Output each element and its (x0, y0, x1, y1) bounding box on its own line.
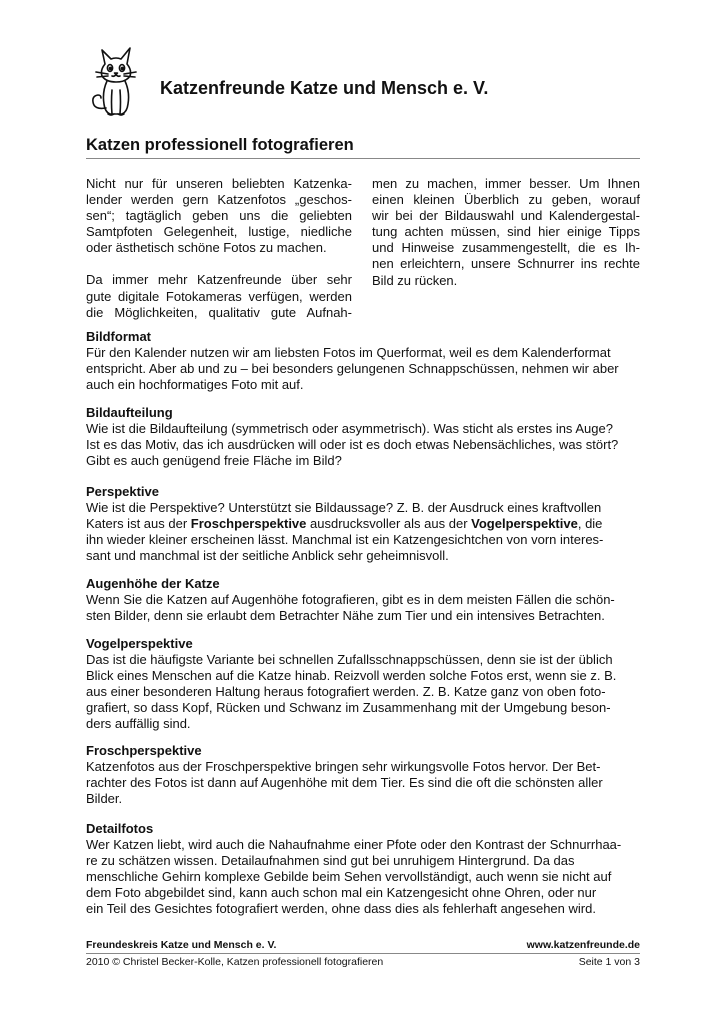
text-line: entspricht. Aber ab und zu – bei besonders gelungenen Schnappschüssen, nehmen wir aber (86, 361, 619, 377)
section-heading: Vogelperspektive (86, 636, 193, 651)
text-line: Bilder. (86, 791, 123, 807)
text-line: Wie ist die Bildaufteilung (symmetrisch oder asymmetrisch). Was sticht als erstes ins Auge? (86, 421, 613, 437)
section-vogelperspektive (86, 636, 646, 733)
section-bildaufteilung (86, 405, 646, 469)
title-divider (86, 158, 640, 159)
section-heading: Augenhöhe der Katze (86, 576, 220, 591)
intro-left-column (86, 176, 352, 321)
text-line: Katzenfotos aus der Froschperspektive bringen sehr wirkungsvolle Fotos hervor. Der Bet- (86, 759, 601, 775)
text-line: ein Teil des Gesichtes fotografiert werden, ohne dass dies als fehlerhaft angesehen wird. (86, 901, 596, 917)
text-line: Gibt es auch genügend freie Fläche im Bild? (86, 453, 342, 469)
text-line: grafiert, so dass Kopf, Rücken und Schwanz im Zusammenhang mit der Umgebung beson- (86, 700, 611, 716)
text-line: ders auffällig sind. (86, 716, 191, 732)
intro-right-column (372, 176, 640, 289)
text-line: wir bei der Bildauswahl und Kalendergestal- (372, 208, 640, 224)
section-froschperspektive (86, 743, 646, 807)
text-line: und Hinweise zusammengestellt, die es Ih- (372, 240, 640, 256)
text-line: auch ein hochformatiges Foto mit auf. (86, 377, 304, 393)
page-number: Seite 1 von 3 (578, 956, 640, 968)
text-line: gute digitale Fotokameras verfügen, werden (86, 288, 352, 304)
intro-paragraph (86, 272, 352, 320)
footer-divider (86, 953, 640, 954)
text-line: aus einer besonderen Haltung heraus fotografiert werden. Z. B. Katze ganz von oben foto- (86, 684, 606, 700)
text-line: Blick eines Menschen auf die Katze hinab. Reizvoll werden solche Fotos erst, wenn sie z. B. (86, 668, 617, 684)
text-line: rachter des Fotos ist dann auf Augenhöhe mit dem Tier. Es sind die oft die schönsten aller (86, 775, 603, 791)
bold-term: Froschperspektive (190, 516, 307, 532)
section-augenhoehe (86, 576, 646, 624)
text-line: tung achten müssen, sind hier einige Tipps (372, 224, 640, 240)
text-line: Wenn Sie die Katzen auf Augenhöhe fotografieren, gibt es in dem meisten Fällen die schön- (86, 592, 615, 608)
footer-organization: Freundeskreis Katze und Mensch e. V. (86, 939, 277, 951)
intro-paragraph (372, 176, 640, 289)
section-perspektive (86, 484, 646, 564)
text-run: , die (577, 516, 603, 532)
text-line: sant und manchmal ist der seitliche Anblick sehr geheimnisvoll. (86, 548, 449, 564)
text-line: Wer Katzen liebt, wird auch die Nahaufnahme einer Pfote oder den Kontrast der Schnurrhaa- (86, 837, 622, 853)
section-heading: Bildaufteilung (86, 405, 173, 420)
text-line: ihn wieder kleiner erscheinen lässt. Manchmal ist ein Katzengesichtchen von vorn interes- (86, 532, 604, 548)
text-line (86, 516, 646, 532)
text-line: sen“; tagtäglich geben uns die geliebten (86, 208, 352, 224)
text-line: Da immer mehr Katzenfreunde über sehr (86, 272, 352, 288)
footer-website: www.katzenfreunde.de (526, 939, 640, 951)
cat-logo-icon (86, 40, 146, 120)
page-title: Katzen professionell fotografieren (86, 136, 354, 154)
text-line: oder ästhetisch schöne Fotos zu machen. (86, 240, 327, 256)
text-line: Wie ist die Perspektive? Unterstützt sie Bildaussage? Z. B. der Ausdruck eines kraftvollen (86, 500, 602, 516)
text-line: men zu machen, immer besser. Um Ihnen (372, 176, 640, 191)
text-line: Ist es das Motiv, das ich ausdrücken will oder ist es doch etwas Nebensächliches, was stört? (86, 437, 619, 453)
text-line: Samtpfoten Gelegenheit, lustige, niedliche (86, 224, 352, 240)
text-line: Für den Kalender nutzen wir am liebsten Fotos im Querformat, weil es dem Kalenderformat (86, 345, 611, 361)
section-heading: Perspektive (86, 484, 159, 499)
section-bildformat (86, 329, 646, 393)
bold-term: Vogelperspektive (471, 516, 578, 532)
section-heading: Bildformat (86, 329, 151, 344)
text-line: Das ist die häufigste Variante bei schnellen Zufallsschnappschüssen, denn sie ist der üblich (86, 652, 613, 668)
text-line: sten Bilder, denn sie erlaubt dem Betrachter Nähe zum Tier und ein intensives Betrachten. (86, 608, 605, 624)
text-line: einen kleinen Überblich zu geben, worauf (372, 192, 640, 208)
text-run: Katers ist aus der (86, 516, 191, 532)
text-line: lender werden gern Katzenfotos „geschos- (86, 192, 352, 208)
text-line: die Möglichkeiten, qualitativ gute Aufnah- (86, 304, 352, 320)
text-line: dem Foto abgebildet sind, kann auch schon mal ein Katzengesicht ohne Ohren, oder nur (86, 885, 597, 901)
text-line: Nicht nur für unseren beliebten Katzenka- (86, 176, 352, 191)
section-detailfotos (86, 821, 646, 918)
section-heading: Detailfotos (86, 821, 154, 836)
text-line: menschliche Gehirn komplexe Gebilde beim Sehen vervollständigt, auch wenn sie nicht auf (86, 869, 612, 885)
text-line: re zu schätzen wissen. Detailaufnahmen sind gut bei unruhigem Hintergrund. Da das (86, 853, 575, 869)
section-heading: Froschperspektive (86, 743, 202, 758)
org-title: Katzenfreunde Katze und Mensch e. V. (160, 78, 489, 98)
text-line: nen erleichtern, unsere Schnurrer ins rechte (372, 256, 640, 272)
text-run: ausdrucksvoller als aus der (306, 516, 472, 532)
text-line: Bild zu rücken. (372, 272, 458, 288)
intro-paragraph (86, 176, 352, 256)
footer-copyright: 2010 © Christel Becker-Kolle, Katzen professionell fotografieren (86, 956, 384, 968)
